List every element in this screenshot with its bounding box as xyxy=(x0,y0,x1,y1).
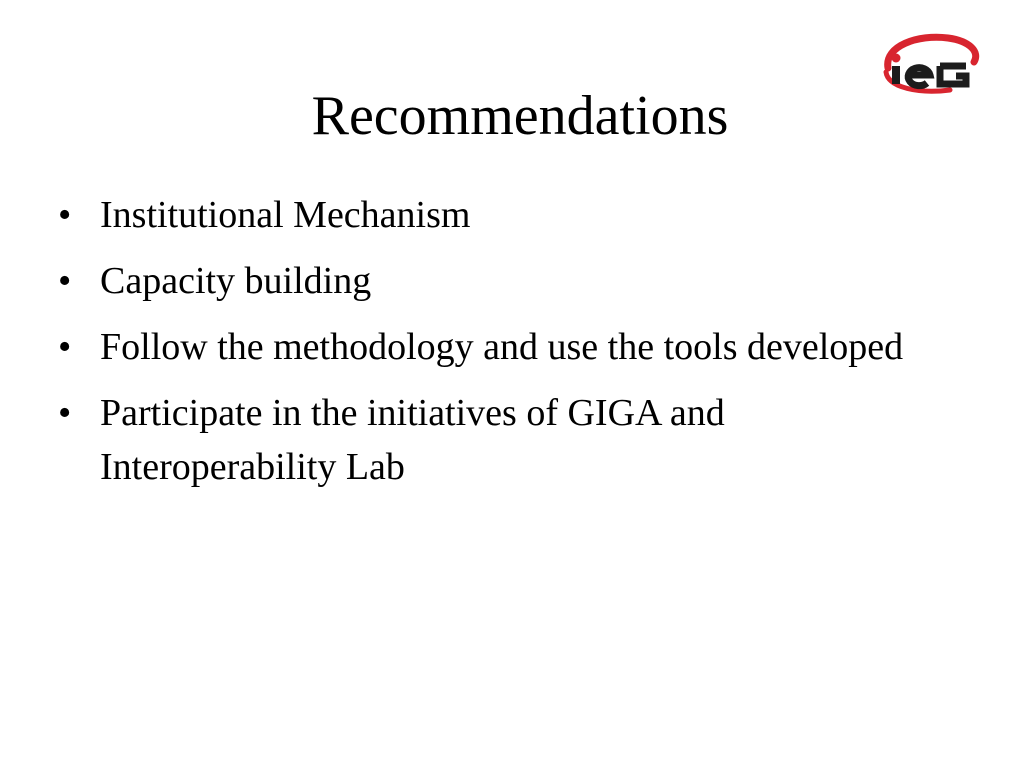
slide-title: Recommendations xyxy=(311,85,729,147)
bullet-item xyxy=(58,386,938,494)
bullet-item xyxy=(58,254,938,308)
bullet-item xyxy=(58,188,938,242)
bullet-symbol: • xyxy=(58,326,72,368)
bullet-text: Institutional Mechanism xyxy=(100,194,471,236)
bullet-symbol: • xyxy=(58,260,72,302)
bullet-text: Capacity building xyxy=(100,260,372,302)
bullet-list xyxy=(58,188,938,506)
bullet-symbol: • xyxy=(58,194,72,236)
bullet-symbol: • xyxy=(58,392,72,434)
bullet-text: Participate in the initiatives of GIGA and Interoperability Lab xyxy=(100,392,725,488)
bullet-item xyxy=(58,320,938,374)
bullet-text: Follow the methodology and use the tools developed xyxy=(100,326,904,368)
